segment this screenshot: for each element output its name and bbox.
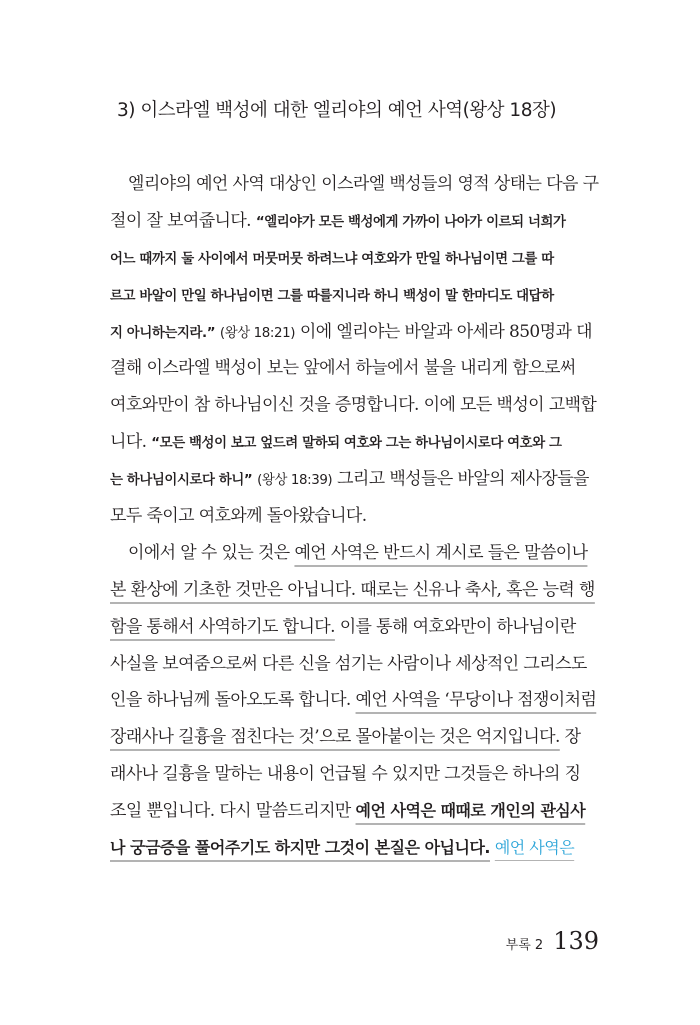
paragraph-1-line: 는 하나님이시로다 하니” (왕상 18:39) 그리고 백성들은 바알의 제사장들을 [110, 469, 589, 490]
underlined-text: 예언 사역을 ‘무당이나 점쟁이처럼 [355, 690, 597, 711]
scripture-reference: (왕상 18:21) [219, 325, 296, 341]
emphasized-text: 나 궁금증을 풀어주기도 하지만 그것이 본질은 아닙니다. [110, 838, 490, 858]
paragraph-1-line [110, 277, 602, 314]
page-number: 139 [553, 927, 599, 955]
scripture-quote: 지 아니하는지라.” [110, 325, 216, 341]
body-text [110, 166, 602, 867]
paragraph-2-line: 사실을 보여줌으로써 다른 신을 섬기는 사람이나 세상적인 그리스도 [110, 653, 587, 674]
scripture-quote: 르고 바알이 만일 하나님이면 그를 따를지니라 하니 백성이 말 한마디도 대답하 [110, 288, 554, 304]
paragraph-1-line: 니다. “모든 백성이 보고 엎드려 말하되 여호와 그는 하나님이시로다 여호와 그 [110, 432, 562, 453]
paragraph-2-line: 조일 뿐입니다. 다시 말씀드리지만 예언 사역은 때때로 개인의 관심사 [110, 801, 586, 822]
underlined-text: 본 환상에 기초한 것만은 아닙니다. 때로는 신유나 축사, 혹은 능력 행 [110, 579, 595, 600]
scripture-quote: “모든 백성이 보고 엎드려 말하되 여호와 그는 하나님이시로다 여호와 그 [151, 436, 562, 452]
scripture-quote: “엘리야가 모든 백성에게 가까이 나아가 이르되 너희가 [255, 214, 566, 230]
scripture-quote: 어느 때까지 둘 사이에서 머뭇머뭇 하려느냐 여호와가 만일 하나님이면 그를 따 [110, 251, 554, 267]
paragraph-1-line [110, 240, 602, 277]
paragraph-2-line: 래사나 길흉을 말하는 내용이 언급될 수 있지만 그것들은 하나의 징 [110, 764, 581, 785]
scripture-reference: (왕상 18:39) [257, 473, 333, 489]
paragraph-2-line: 함을 통해서 사역하기도 합니다. 이를 통해 여호와만이 하나님이란 [110, 616, 576, 637]
section-heading: 3) 이스라엘 백성에 대한 엘리야의 예언 사역(왕상 18장) [117, 100, 557, 121]
paragraph-2-line: 장래사나 길흉을 점친다는 것’으로 몰아붙이는 것은 억지입니다. 장 [110, 727, 581, 748]
page-footer [506, 927, 599, 955]
paragraph-1-line: 결해 이스라엘 백성이 보는 앞에서 하늘에서 불을 내리게 함으로써 [110, 358, 576, 379]
underlined-text: 함을 통해서 사역하기도 합니다. [110, 616, 335, 637]
paragraph-1-line: 절이 잘 보여줍니다. “엘리야가 모든 백성에게 가까이 나아가 이르되 너희가 [110, 210, 566, 231]
appendix-label: 부록 2 [505, 938, 544, 953]
highlighted-text: 예언 사역은 [494, 838, 575, 858]
paragraph-2-line: 인을 하나님께 돌아오도록 합니다. 예언 사역을 ‘무당이나 점쟁이처럼 [110, 690, 597, 711]
paragraph-2-line [110, 830, 602, 867]
underlined-text: 예언 사역은 반드시 계시로 들은 말씀이나 [294, 542, 588, 563]
paragraph-1-line: 여호와만이 참 하나님이신 것을 증명합니다. 이에 모든 백성이 고백합 [110, 395, 597, 416]
paragraph-1-line: 모두 죽이고 여호와께 돌아왔습니다. [110, 506, 367, 527]
underlined-text: 장래사나 길흉을 점친다는 것’으로 몰아붙이는 것은 억지입니다. [110, 727, 560, 748]
scripture-quote: 는 하나님이시로다 하니” [110, 473, 253, 489]
paragraph-1-line: 엘리야의 예언 사역 대상인 이스라엘 백성들의 영적 상태는 다음 구 [128, 174, 599, 194]
paragraph-2-line: 이에서 알 수 있는 것은 예언 사역은 반드시 계시로 들은 말씀이나 [128, 542, 588, 563]
paragraph-2-line [110, 572, 602, 609]
paragraph-1-line: 지 아니하는지라.” (왕상 18:21) 이에 엘리야는 바알과 아세라 850명과 대 [110, 321, 592, 342]
emphasized-text: 예언 사역은 때때로 개인의 관심사 [355, 801, 586, 821]
